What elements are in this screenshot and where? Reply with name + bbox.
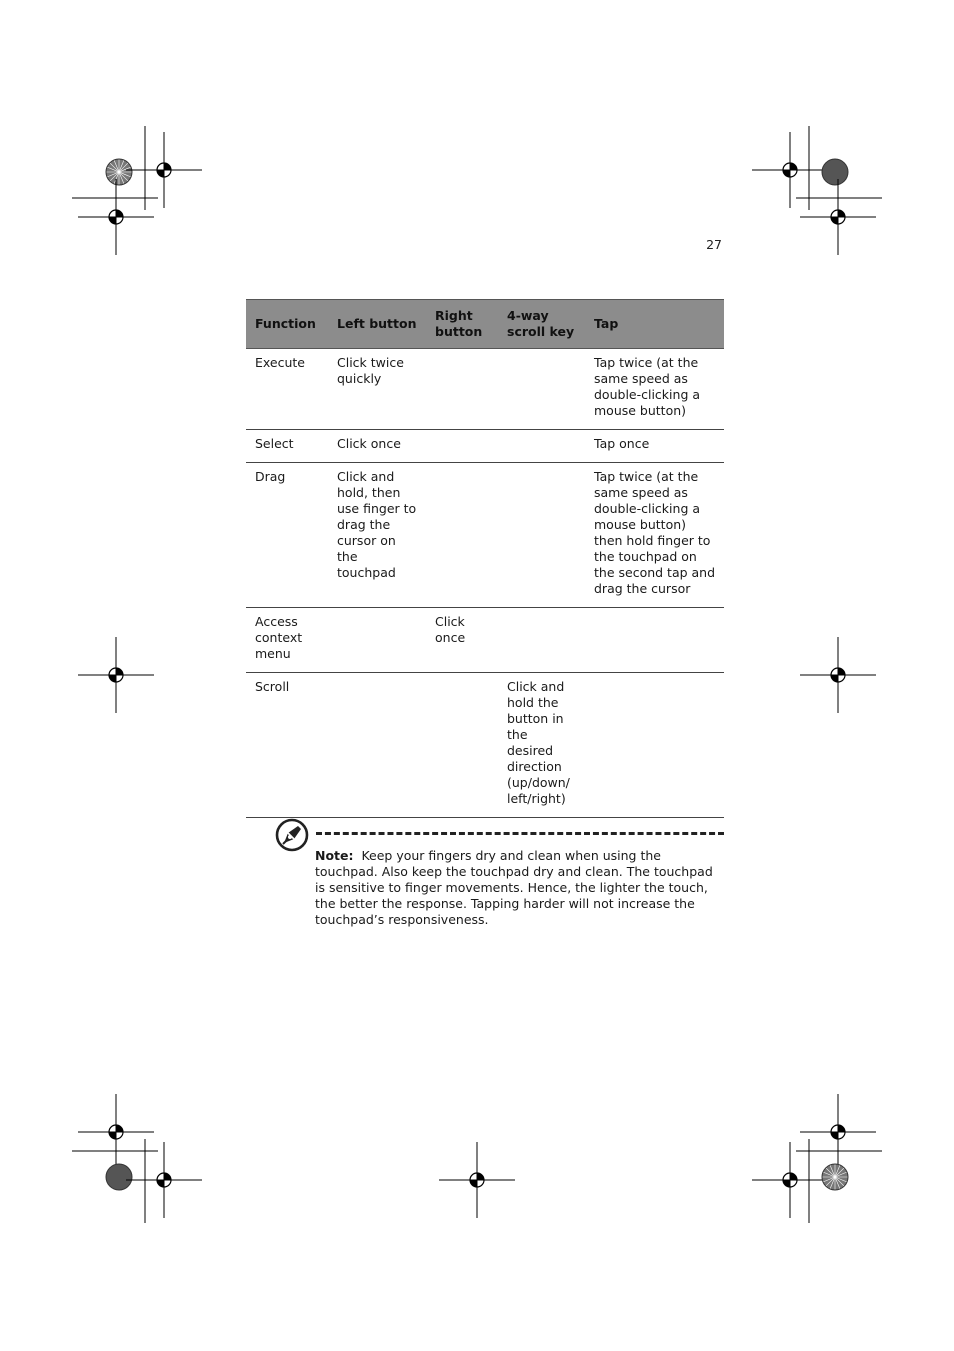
cell-scroll-key: Click and hold the button in the desired direction (up/down/ left/right) <box>498 673 585 818</box>
cell-scroll-key <box>498 463 585 608</box>
header-function: Function <box>246 300 328 349</box>
header-scroll-key: 4-way scroll key <box>498 300 585 349</box>
header-tap: Tap <box>585 300 724 349</box>
cell-right-button: Click once <box>426 608 498 673</box>
cell-function: Scroll <box>246 673 328 818</box>
cell-function: Drag <box>246 463 328 608</box>
cell-left-button: Click once <box>328 430 426 463</box>
cell-tap: Tap twice (at the same speed as double-clicking a mouse button) then hold finger to the touchpad on the second tap and drag the cursor <box>585 463 724 608</box>
cell-function: Select <box>246 430 328 463</box>
table-row <box>246 463 724 608</box>
header-left-button: Left button <box>328 300 426 349</box>
cell-left-button <box>328 673 426 818</box>
cell-scroll-key <box>498 430 585 463</box>
cell-tap: Tap twice (at the same speed as double-clicking a mouse button) <box>585 349 724 430</box>
cell-right-button <box>426 349 498 430</box>
note-label: Note: <box>315 848 354 863</box>
cell-right-button <box>426 430 498 463</box>
cell-tap: Tap once <box>585 430 724 463</box>
touchpad-function-table <box>246 299 724 818</box>
cell-right-button <box>426 673 498 818</box>
note-pen-icon <box>275 818 309 852</box>
note-body: Keep your fingers dry and clean when using the touchpad. Also keep the touchpad dry and clean. The touchpad is sensitive to finger movements. Hence, the lighter the touch, the better the response. Tapping harder will not increase the touchpad’s responsiveness. <box>315 848 713 927</box>
cell-left-button: Click and hold, then use finger to drag the cursor on the touchpad <box>328 463 426 608</box>
cell-tap <box>585 673 724 818</box>
cell-right-button <box>426 463 498 608</box>
table-row <box>246 430 724 463</box>
header-right-button: Right button <box>426 300 498 349</box>
cell-left-button <box>328 608 426 673</box>
cell-scroll-key <box>498 608 585 673</box>
cell-function: Access context menu <box>246 608 328 673</box>
table-row <box>246 349 724 430</box>
table-row <box>246 673 724 818</box>
cell-tap <box>585 608 724 673</box>
cell-function: Execute <box>246 349 328 430</box>
cell-left-button: Click twice quickly <box>328 349 426 430</box>
table-header-row <box>246 300 724 349</box>
page-number: 27 <box>706 237 722 252</box>
cell-scroll-key <box>498 349 585 430</box>
note-text <box>315 848 715 928</box>
table-row <box>246 608 724 673</box>
note-divider <box>316 832 724 835</box>
